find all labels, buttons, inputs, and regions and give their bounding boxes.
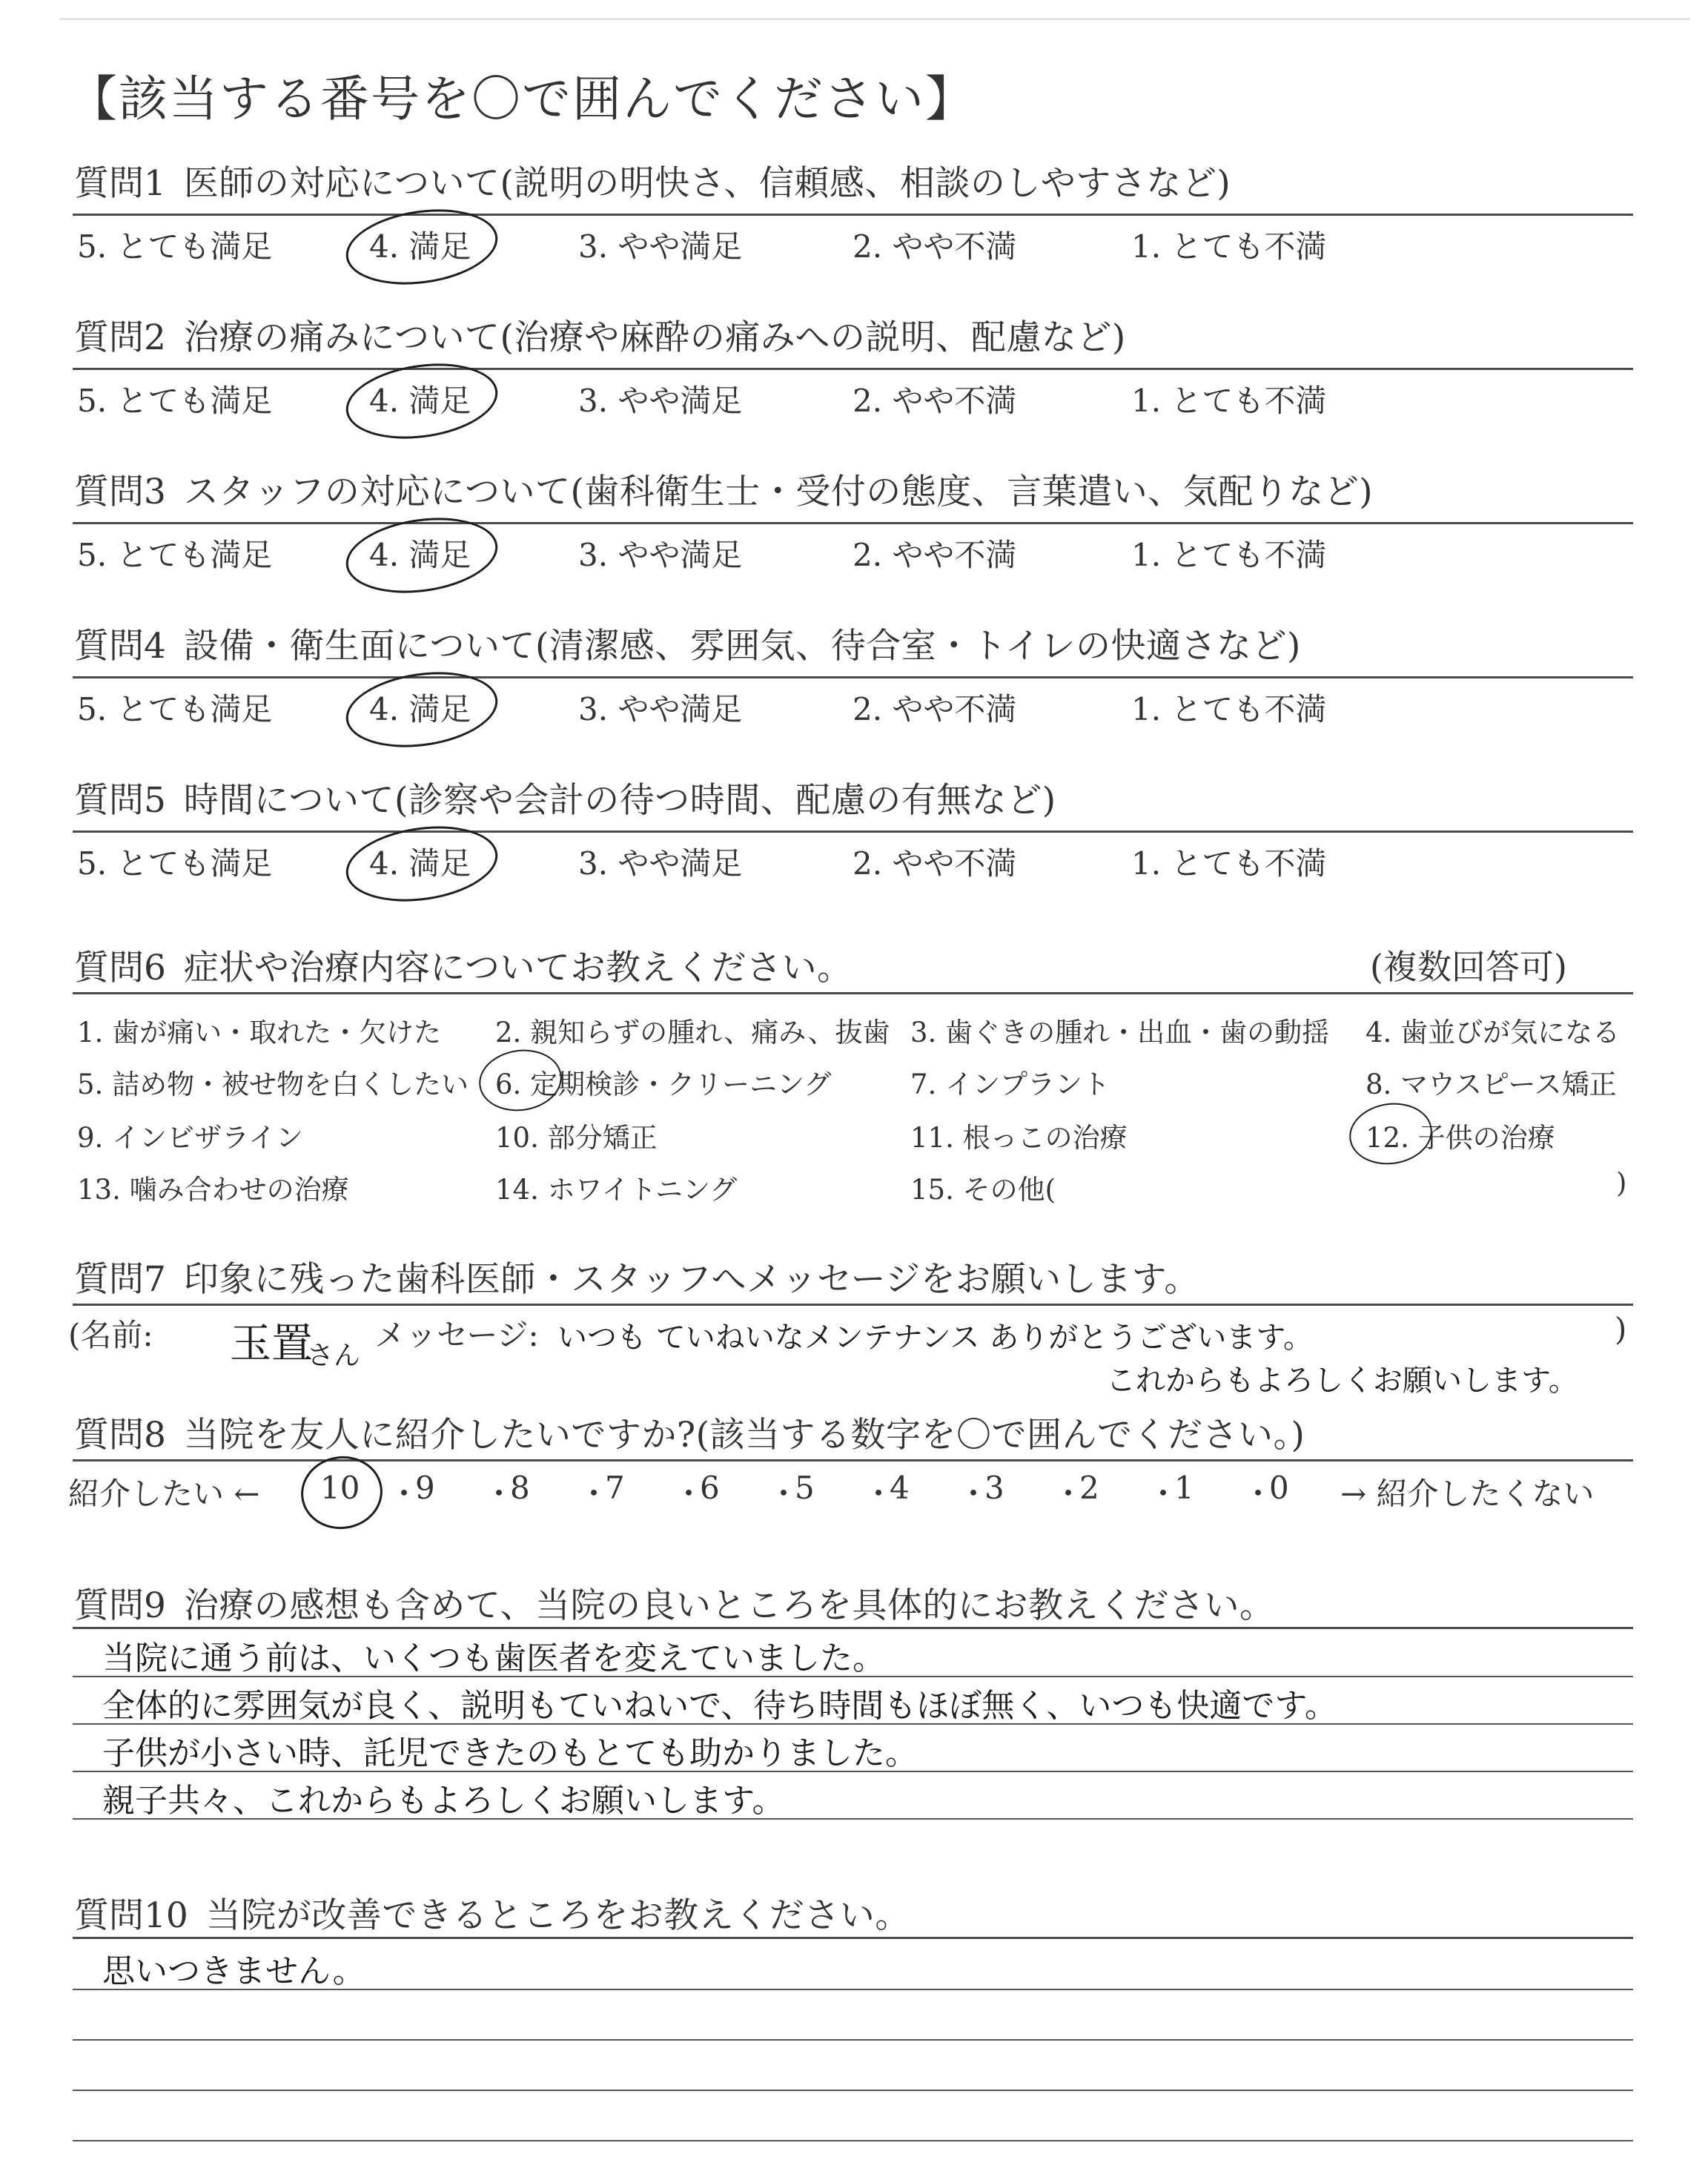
q8-scale-8: 8	[510, 1470, 530, 1506]
q1-option-1: 1. とても不満	[1131, 228, 1327, 265]
q4-number: 質問4	[74, 626, 166, 667]
q4-option-2: 2. やや不満	[853, 691, 1017, 727]
q3-number: 質問3	[74, 472, 166, 512]
q6-option-13: 13. 噛み合わせの治療	[77, 1174, 349, 1206]
q6-text: 症状や治療内容についてお教えください。	[183, 948, 853, 988]
q9-number: 質問9	[74, 1585, 166, 1626]
q7-heading	[74, 1252, 1199, 1301]
q4-option-1: 1. とても不満	[1131, 691, 1327, 727]
q2-option-1: 1. とても不満	[1131, 383, 1327, 419]
q4-rule	[73, 676, 1633, 678]
q4-heading	[74, 618, 1301, 668]
q8-scale-0: 0	[1269, 1470, 1289, 1506]
q10-writing-line	[73, 1989, 1633, 1990]
q6-option-8: 8. マウスピース矯正	[1366, 1069, 1617, 1100]
q1-option-5: 5. とても満足	[77, 228, 273, 265]
q3-rule	[73, 522, 1633, 524]
q1-rule	[73, 214, 1633, 216]
q10-text: 当院が改善できるところをお教えください。	[205, 1895, 910, 1936]
q1-number: 質問1	[74, 163, 166, 204]
q10-writing-line	[73, 2140, 1633, 2141]
q5-rule	[73, 830, 1633, 833]
q6-option-6: 6. 定期検診・クリーニング	[495, 1069, 832, 1100]
q10-number: 質問10	[74, 1895, 188, 1936]
q2-number: 質問2	[74, 317, 166, 358]
q6-option-1: 1. 歯が痛い・取れた・欠けた	[77, 1017, 442, 1048]
q9-answer-line-1: 当院に通う前は、いくつも歯医者を変えていました。	[102, 1639, 885, 1677]
q8-scale-4: 4	[890, 1470, 910, 1506]
q8-scale-dot: ・	[958, 1476, 990, 1512]
q8-scale-dot: ・	[1053, 1476, 1085, 1512]
q2-option-2: 2. やや不満	[853, 383, 1017, 419]
q6-rule	[73, 992, 1633, 994]
q9-text: 治療の感想も含めて、当院の良いところを具体的にお教えください。	[183, 1585, 1275, 1626]
q5-option-3: 3. やや満足	[578, 845, 743, 882]
q6-option-14: 14. ホワイトニング	[495, 1174, 738, 1206]
q8-rule	[73, 1459, 1633, 1462]
q7-message-label: メッセージ:	[374, 1317, 539, 1353]
q6-selection-circle-6	[475, 1045, 566, 1117]
q6-option-15: 15. その他(	[910, 1174, 1056, 1206]
q3-text: スタッフの対応について(歯科衛生士・受付の態度、言葉遣い、気配りなど)	[183, 472, 1374, 512]
q3-heading	[74, 464, 1373, 514]
q9-heading	[74, 1578, 1274, 1628]
q2-rule	[73, 368, 1633, 370]
q2-option-3: 3. やや満足	[578, 383, 743, 419]
q9-writing-line	[73, 1723, 1633, 1725]
q6-option-11: 11. 根っこの治療	[910, 1122, 1128, 1154]
q10-writing-line	[73, 2039, 1633, 2041]
q1-heading	[74, 156, 1231, 205]
q5-option-4: 4. 満足	[369, 845, 471, 882]
q10-answer-line-1: 思いつきません。	[102, 1952, 365, 1990]
q8-scale-dot: ・	[768, 1476, 800, 1512]
q6-heading	[74, 940, 852, 990]
q4-text: 設備・衛生面について(清潔感、雰囲気、待合室・トイレの快適さなど)	[183, 626, 1301, 667]
q4-option-5: 5. とても満足	[77, 691, 273, 727]
q8-scale-2: 2	[1079, 1470, 1099, 1506]
q8-scale-1: 1	[1174, 1470, 1194, 1506]
q7-name-suffix: さん	[307, 1341, 361, 1371]
q8-scale-6: 6	[700, 1470, 720, 1506]
q6-number: 質問6	[74, 948, 166, 988]
q2-option-5: 5. とても満足	[77, 383, 273, 419]
q8-scale-3: 3	[984, 1470, 1004, 1506]
q8-scale-dot: ・	[483, 1476, 515, 1512]
q6-option-3: 3. 歯ぐきの腫れ・出血・歯の動揺	[910, 1017, 1330, 1048]
q9-answer-line-4: 親子共々、これからもよろしくお願いします。	[102, 1782, 785, 1820]
q3-option-5: 5. とても満足	[77, 537, 273, 573]
q7-number: 質問7	[74, 1259, 166, 1300]
q9-writing-line	[73, 1676, 1633, 1677]
q7-rule	[73, 1304, 1633, 1306]
q4-option-4: 4. 満足	[369, 691, 471, 727]
q2-text: 治療の痛みについて(治療や麻酔の痛みへの説明、配慮など)	[183, 317, 1126, 358]
q5-option-1: 1. とても不満	[1131, 845, 1327, 882]
q5-heading	[74, 773, 1056, 822]
q6-option-2: 2. 親知らずの腫れ、痛み、抜歯	[495, 1017, 890, 1048]
q6-option-9: 9. インビザライン	[77, 1122, 303, 1154]
page-title: 【該当する番号を〇で囲んでください】	[68, 70, 976, 128]
q6-option-12: 12. 子供の治療	[1366, 1122, 1555, 1154]
q7-message-line2: これからもよろしくお願いします。	[1106, 1364, 1578, 1398]
q10-rule	[73, 1937, 1633, 1939]
q1-option-2: 2. やや不満	[853, 228, 1017, 265]
q7-name-value: 玉置	[230, 1320, 313, 1368]
q8-scale-dot: ・	[673, 1476, 705, 1512]
q5-option-2: 2. やや不満	[853, 845, 1017, 882]
q10-heading	[74, 1888, 910, 1938]
q2-heading	[74, 310, 1126, 360]
q7-text: 印象に残った歯科医師・スタッフへメッセージをお願いします。	[183, 1259, 1199, 1300]
q5-option-5: 5. とても満足	[77, 845, 273, 882]
q8-scale-dot: ・	[863, 1476, 895, 1512]
q6-selection-circle-12	[1345, 1098, 1436, 1170]
q3-option-4: 4. 満足	[369, 537, 471, 573]
q8-text: 当院を友人に紹介したいですか?(該当する数字を〇で囲んでください。)	[183, 1415, 1305, 1456]
q8-heading	[74, 1407, 1305, 1457]
q6-note: (複数回答可)	[1370, 947, 1567, 987]
q9-answer-line-3: 子供が小さい時、託児できたのもとても助かりました。	[102, 1734, 918, 1772]
q1-option-3: 3. やや満足	[578, 228, 743, 265]
q10-writing-line	[73, 2090, 1633, 2091]
q8-selection-circle	[297, 1451, 388, 1534]
q7-name-label: (名前:	[68, 1317, 153, 1353]
q3-option-1: 1. とても不満	[1131, 537, 1327, 573]
q6-option-5: 5. 詰め物・被せ物を白くしたい	[77, 1069, 469, 1100]
q8-scale-dot: ・	[388, 1476, 420, 1512]
q5-text: 時間について(診察や会計の待つ時間、配慮の有無など)	[183, 780, 1056, 821]
q8-right-label: → 紹介したくない	[1340, 1476, 1595, 1512]
q7-close-paren: )	[1615, 1311, 1627, 1347]
q8-scale-9: 9	[415, 1470, 435, 1506]
q3-option-2: 2. やや不満	[853, 537, 1017, 573]
q8-scale-dot: ・	[1148, 1476, 1179, 1512]
q4-option-3: 3. やや満足	[578, 691, 743, 727]
top-border	[59, 18, 1690, 20]
q6-option-16: )	[1616, 1167, 1627, 1199]
q9-writing-line	[73, 1818, 1633, 1820]
q8-number: 質問8	[74, 1415, 166, 1456]
q6-option-7: 7. インプラント	[910, 1069, 1110, 1100]
q7-message-line1: いつも ていねいなメンテナンス ありがとうございます。	[557, 1321, 1314, 1355]
q2-option-4: 4. 満足	[369, 383, 471, 419]
q6-option-10: 10. 部分矯正	[495, 1122, 658, 1154]
q6-option-4: 4. 歯並びが気になる	[1366, 1017, 1621, 1048]
q8-scale-5: 5	[795, 1470, 815, 1506]
q9-writing-line	[73, 1771, 1633, 1772]
q8-scale-dot: ・	[1242, 1476, 1274, 1512]
q8-scale-7: 7	[605, 1470, 625, 1506]
q5-number: 質問5	[74, 780, 166, 821]
q9-answer-line-2: 全体的に雰囲気が良く、説明もていねいで、待ち時間もほぼ無く、いつも快適です。	[102, 1687, 1337, 1725]
q9-rule	[73, 1627, 1633, 1629]
q1-text: 医師の対応について(説明の明快さ、信頼感、相談のしやすさなど)	[183, 163, 1231, 204]
q8-scale-dot: ・	[578, 1476, 610, 1512]
q8-scale-10: 10	[320, 1470, 360, 1506]
q3-option-3: 3. やや満足	[578, 537, 743, 573]
q1-option-4: 4. 満足	[369, 228, 471, 265]
q8-left-label: 紹介したい ←	[68, 1476, 260, 1512]
